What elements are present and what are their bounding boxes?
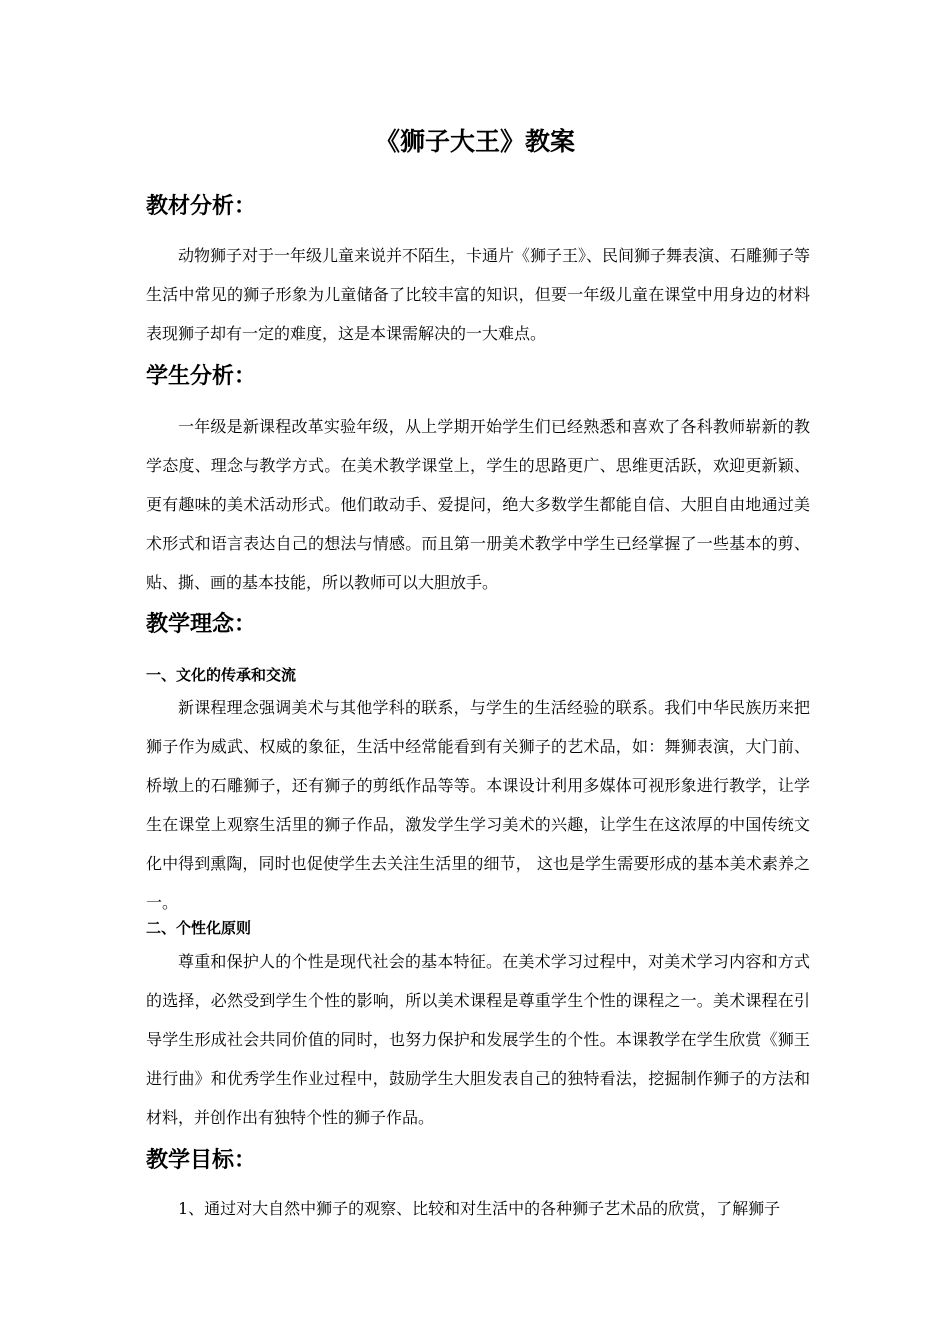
section-heading-teaching-philosophy: 教学理念：: [146, 612, 257, 637]
paragraph-teaching-goals-1: 1、通过对大自然中狮子的观察、比较和对生活中的各种狮子艺术品的欣赏，了解狮子: [178, 1199, 781, 1218]
section-heading-teaching-goals: 教学目标：: [146, 1148, 257, 1173]
paragraph-material-analysis: 动物狮子对于一年级儿童来说并不陌生，卡通片《狮子王》、民间狮子舞表演、石雕狮子等生活中常见的狮子形象为儿童储备了比较丰富的知识，但要一年级儿童在课堂中用身边的材料表现狮子却有一定的难度，这是本课需解决的一大难点。: [146, 246, 811, 343]
paragraph-student-analysis: 一年级是新课程改革实验年级，从上学期开始学生们已经熟悉和喜欢了各科教师崭新的教学态度、理念与教学方式。在美术教学课堂上，学生的思路更广、思维更活跃，欢迎更新颖、更有趣味的美术活动形式。他们敢动手、爱提问，绝大多数学生都能自信、大胆自由地通过美术形式和语言表达自己的想法与情感。而且第一册美术教学中学生已经掌握了一些基本的剪、贴、撕、画的基本技能，所以教师可以大胆放手。: [146, 417, 810, 592]
section-heading-student-analysis: 学生分析：: [146, 364, 257, 389]
section-heading-material-analysis: 教材分析：: [146, 194, 257, 219]
paragraph-cultural-heritage: 新课程理念强调美术与其他学科的联系，与学生的生活经验的联系。我们中华民族历来把狮子作为威武、权威的象征，生活中经常能看到有关狮子的艺术品，如：舞狮表演，大门前、桥墩上的石雕狮子，还有狮子的剪纸作品等等。本课设计利用多媒体可视形象进行教学，让学生在课堂上观察生活里的狮子作品，激发学生学习美术的兴趣，让学生在这浓厚的中国传统文化中得到熏陶，同时也促使学生去关注生活里的细节， 这也是学生需要形成的基本美术素养之一。: [146, 698, 810, 912]
subheading-individuality-principle: 二、个性化原则: [146, 919, 252, 937]
subheading-cultural-heritage: 一、文化的传承和交流: [146, 666, 297, 684]
document-title: 《狮子大王》教案: [374, 127, 575, 156]
paragraph-individuality-principle: 尊重和保护人的个性是现代社会的基本特征。在美术学习过程中，对美术学习内容和方式的选择，必然受到学生个性的影响，所以美术课程是尊重学生个性的课程之一。美术课程在引导学生形成社会共同价值的同时，也努力保护和发展学生的个性。本课教学在学生欣赏《狮王进行曲》和优秀学生作业过程中，鼓励学生大胆发表自己的独特看法，挖掘制作狮子的方法和材料，并创作出有独特个性的狮子作品。: [146, 952, 810, 1127]
